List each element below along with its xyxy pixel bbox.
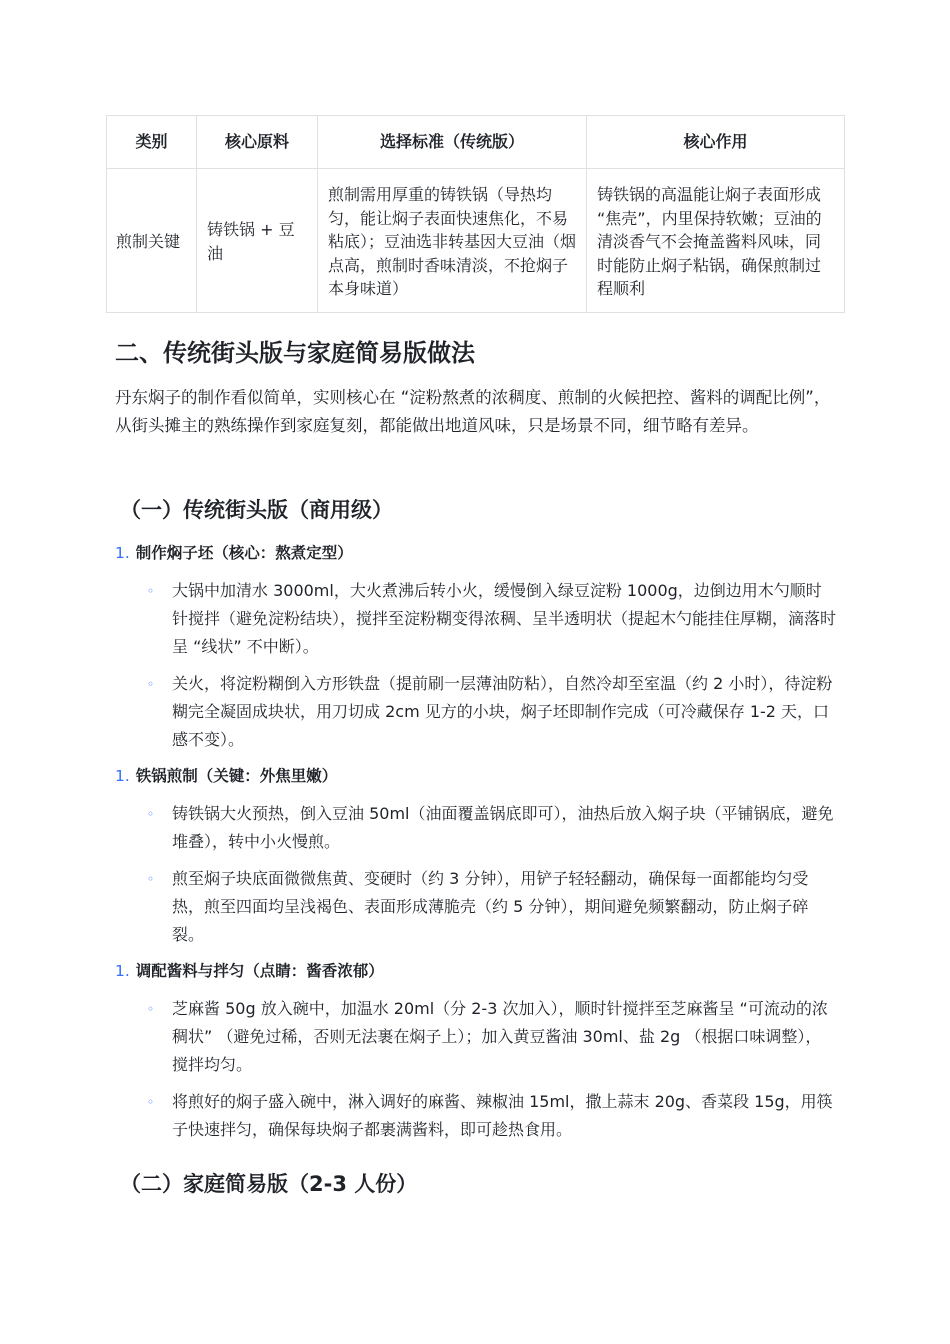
hollow-circle-bullet-icon: ◦ — [147, 677, 155, 691]
hollow-circle-bullet-icon: ◦ — [147, 807, 155, 821]
table-cell-category: 煎制关键 — [107, 169, 197, 313]
table-row — [107, 169, 845, 313]
table-header-cell: 核心作用 — [587, 116, 845, 169]
list-number: 1. — [115, 962, 130, 980]
table-header-cell: 核心原料 — [197, 116, 318, 169]
table-header-cell: 选择标准（传统版） — [318, 116, 587, 169]
table-cell-material: 铸铁锅 + 豆油 — [197, 169, 318, 313]
numbered-item — [115, 764, 337, 788]
numbered-item — [115, 541, 353, 565]
hollow-circle-bullet-icon: ◦ — [147, 1002, 155, 1016]
table-cell-standard: 煎制需用厚重的铸铁锅（导热均匀，能让焖子表面快速焦化，不易粘底）；豆油选非转基因大豆油（烟点高，煎制时香味清淡，不抢焖子本身味道） — [318, 169, 587, 313]
table-header-cell: 类别 — [107, 116, 197, 169]
numbered-item — [115, 959, 384, 983]
section-heading: 二、传统街头版与家庭简易版做法 — [115, 339, 475, 367]
list-number: 1. — [115, 544, 130, 562]
subsection-heading: （一）传统街头版（商用级） — [120, 498, 393, 522]
ingredient-table — [106, 115, 845, 313]
section-intro: 丹东焖子的制作看似简单，实则核心在 “淀粉熬煮的浓稠度、煎制的火候把控、酱料的调配比例”，从街头摊主的熟练操作到家庭复刻，都能做出地道风味，只是场景不同，细节略有差异。 — [115, 388, 831, 435]
table-cell-effect: 铸铁锅的高温能让焖子表面形成 “焦壳”，内里保持软嫩；豆油的清淡香气不会掩盖酱料风味，同时能防止焖子粘锅，确保煎制过程顺利 — [587, 169, 845, 313]
list-item-text: 芝麻酱 50g 放入碗中，加温水 20ml（分 2-3 次加入），顺时针搅拌至芝麻酱呈 “可流动的浓稠状” （避免过稀，否则无法裹在焖子上）；加入黄豆酱油 30ml、盐 2g （根据口味调整），搅拌均匀。 — [172, 999, 828, 1074]
subsection-heading: （二）家庭简易版（2-3 人份） — [120, 1172, 418, 1196]
list-number: 1. — [115, 767, 130, 785]
table-header-row — [107, 116, 845, 169]
list-item-text: 铸铁锅大火预热，倒入豆油 50ml（油面覆盖锅底即可），油热后放入焖子块（平铺锅底，避免堆叠），转中小火慢煎。 — [172, 804, 834, 851]
list-item-text: 将煎好的焖子盛入碗中，淋入调好的麻酱、辣椒油 15ml，撒上蒜末 20g、香菜段 15g，用筷子快速拌匀，确保每块焖子都裹满酱料，即可趁热食用。 — [172, 1092, 833, 1139]
hollow-circle-bullet-icon: ◦ — [147, 584, 155, 598]
list-item-text: 大锅中加清水 3000ml，大火煮沸后转小火，缓慢倒入绿豆淀粉 1000g，边倒边用木勺顺时针搅拌（避免淀粉结块），搅拌至淀粉糊变得浓稠、呈半透明状（提起木勺能挂住厚糊，滴落时呈 “线状” 不中断）。 — [172, 581, 837, 656]
hollow-circle-bullet-icon: ◦ — [147, 872, 155, 886]
step-title: 铁锅煎制（关键：外焦里嫩） — [135, 767, 338, 785]
step-title: 调配酱料与拌匀（点睛：酱香浓郁） — [135, 962, 384, 980]
list-item-text: 关火，将淀粉糊倒入方形铁盘（提前刷一层薄油防粘），自然冷却至室温（约 2 小时），待淀粉糊完全凝固成块状，用刀切成 2cm 见方的小块，焖子坯即制作完成（可冷藏保存 1-2 天，口感不变）。 — [172, 674, 833, 749]
hollow-circle-bullet-icon: ◦ — [147, 1095, 155, 1109]
list-item-text: 煎至焖子块底面微微焦黄、变硬时（约 3 分钟），用铲子轻轻翻动，确保每一面都能均匀受热，煎至四面均呈浅褐色、表面形成薄脆壳（约 5 分钟），期间避免频繁翻动，防止焖子碎裂。 — [172, 869, 809, 944]
step-title: 制作焖子坯（核心：熬煮定型） — [135, 544, 353, 562]
